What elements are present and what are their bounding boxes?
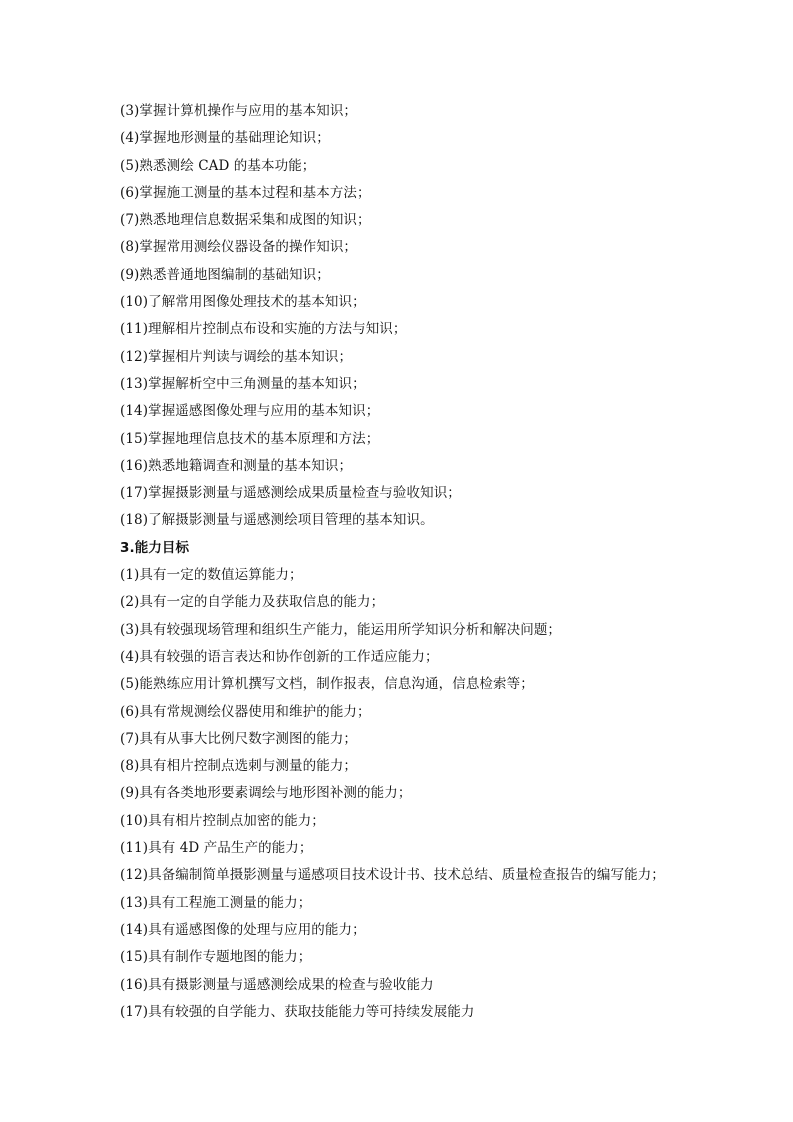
ability-item-3: (3)具有较强现场管理和组织生产能力，能运用所学知识分析和解决问题；	[120, 621, 562, 638]
knowledge-item-13: (13)掌握解析空中三角测量的基本知识；	[120, 375, 366, 392]
ability-section-heading: 3.能力目标	[120, 539, 190, 556]
knowledge-item-6: (6)掌握施工测量的基本过程和基本方法；	[120, 184, 371, 201]
ability-item-14: (14)具有遥感图像的处理与应用的能力；	[120, 921, 366, 938]
knowledge-item-12: (12)掌握相片判读与调绘的基本知识；	[120, 348, 353, 365]
ability-item-7: (7)具有从事大比例尺数字测图的能力；	[120, 730, 358, 747]
document-page	[120, 98, 720, 1026]
ability-item-8: (8)具有相片控制点选刺与测量的能力；	[120, 758, 358, 775]
knowledge-item-5: (5)熟悉测绘 CAD 的基本功能；	[120, 157, 316, 174]
knowledge-item-14: (14)掌握遥感图像处理与应用的基本知识；	[120, 403, 380, 420]
ability-item-9: (9)具有各类地形要素调绘与地形图补测的能力；	[120, 785, 412, 802]
knowledge-item-4: (4)掌握地形测量的基础理论知识；	[120, 130, 330, 147]
knowledge-item-10: (10)了解常用图像处理技术的基本知识；	[120, 294, 366, 311]
knowledge-item-9: (9)熟悉普通地图编制的基础知识；	[120, 266, 330, 283]
knowledge-item-7: (7)熟悉地理信息数据采集和成图的知识；	[120, 212, 371, 229]
knowledge-item-15: (15)掌握地理信息技术的基本原理和方法；	[120, 430, 380, 447]
knowledge-item-17: (17)掌握摄影测量与遥感测绘成果质量检查与验收知识；	[120, 485, 461, 502]
ability-item-2: (2)具有一定的自学能力及获取信息的能力；	[120, 594, 385, 611]
knowledge-item-11: (11)理解相片控制点布设和实施的方法与知识；	[120, 321, 407, 338]
ability-item-11: (11)具有 4D 产品生产的能力；	[120, 840, 313, 857]
ability-item-17: (17)具有较强的自学能力、获取技能能力等可持续发展能力	[120, 1003, 475, 1020]
ability-item-15: (15)具有制作专题地图的能力；	[120, 949, 312, 966]
ability-item-16: (16)具有摄影测量与遥感测绘成果的检查与验收能力	[120, 976, 434, 993]
ability-item-6: (6)具有常规测绘仪器使用和维护的能力；	[120, 703, 371, 720]
ability-item-12: (12)具备编制简单摄影测量与遥感项目技术设计书、技术总结、质量检查报告的编写能力；	[120, 867, 665, 884]
ability-item-1: (1)具有一定的数值运算能力；	[120, 567, 303, 584]
ability-item-13: (13)具有工程施工测量的能力；	[120, 894, 312, 911]
ability-item-5: (5)能熟练应用计算机撰写文档，制作报表，信息沟通，信息检索等；	[120, 676, 534, 693]
ability-item-4: (4)具有较强的语言表达和协作创新的工作适应能力；	[120, 648, 439, 665]
knowledge-item-16: (16)熟悉地籍调查和测量的基本知识；	[120, 457, 353, 474]
knowledge-item-18: (18)了解摄影测量与遥感测绘项目管理的基本知识。	[120, 512, 434, 529]
knowledge-item-3: (3)掌握计算机操作与应用的基本知识；	[120, 103, 358, 119]
knowledge-item-8: (8)掌握常用测绘仪器设备的操作知识；	[120, 239, 358, 256]
ability-item-10: (10)具有相片控制点加密的能力；	[120, 812, 325, 829]
